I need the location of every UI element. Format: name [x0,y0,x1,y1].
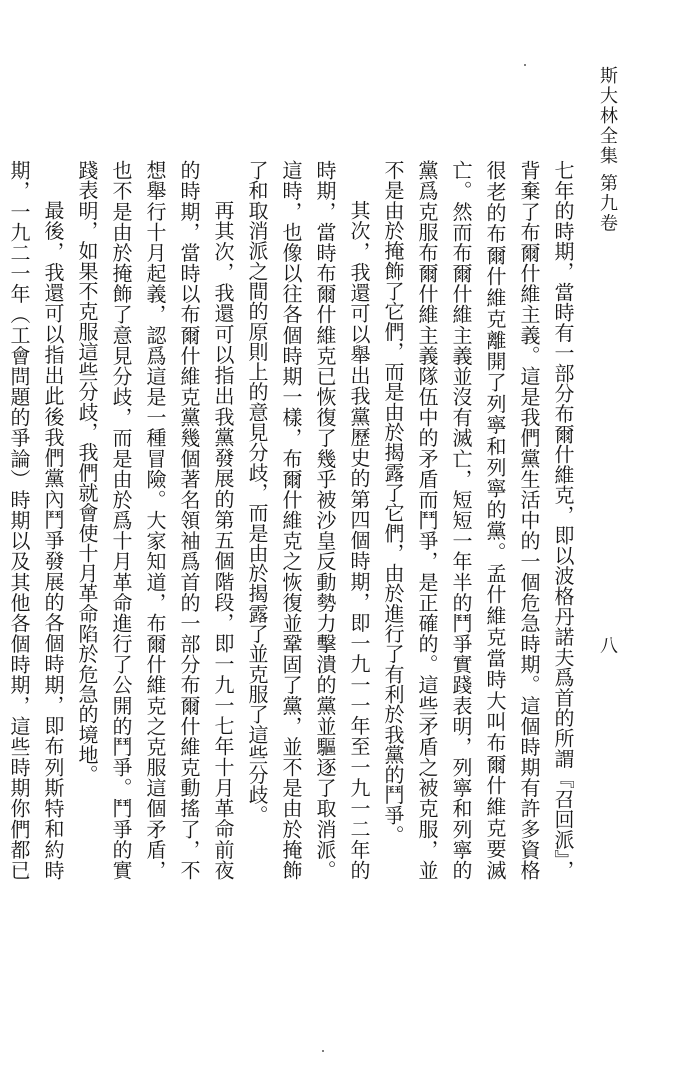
paper-speck [524,64,526,66]
body-text [7,160,580,880]
paragraph-1: 七年的時期，當時有一部分布爾什維克，即以波格丹諾夫爲首的所謂『召回派』，背棄了布爾什維主義。這是我們黨生活中的一個危急時期。這個時期有許多資格很老的布爾什維克離開了列寧和列寧的黨。孟什維克當時大叫布爾什維克要滅亡。然而布爾什維主義並沒有滅亡，短短一年半的鬥爭實踐表明，列寧和列寧的黨爲克服布爾什維主義隊伍中的矛盾而鬥爭，是正確的。這些矛盾之被克服，並不是由於掩飾了它們，而是由於揭露了它們，由於進行了有利於我黨的鬥爭。 [381,160,575,880]
paper-speck [322,1050,324,1052]
running-header: 斯大林全集 第九卷 [597,66,618,234]
paragraph-2: 其次，我還可以舉出我黨歷史的第四個時期，即一九一一年至一九一二年的時期，當時布爾什維克已恢復了幾乎被沙皇反動勢力擊潰的黨並驅逐了取消派。這時，也像以往各個時期一樣，布爾什維克之恢復並鞏固了黨，並不是由於掩飾了和取消派之間的原則上的意見分歧，而是由於揭露了並克服了這些分歧。 [245,160,371,880]
paragraph-4: 最後，我還可以指出此後我們黨內鬥爭發展的各個時期，即布列斯特和約時期，一九二一年（工會問題的爭論）時期以及其他各個時期，這些時期你們都已 [7,160,65,880]
page-number: 八 [597,636,618,654]
paragraph-3: 再其次，我還可以指出我黨發展的第五個階段，即一九一七年十月革命前夜的時期，當時以布爾什維克黨幾個著名領袖爲首的一部分布爾什維克動搖了，不想舉行十月起義，認爲這是一種冒險。大家知道，布爾什維克之克服這個矛盾，也不是由於掩飾了意見分歧，而是由於爲十月革命進行了公開的鬥爭。鬥爭的實踐表明，如果不克服這些分歧，我們就會使十月革命陷於危急的境地。 [75,160,235,880]
